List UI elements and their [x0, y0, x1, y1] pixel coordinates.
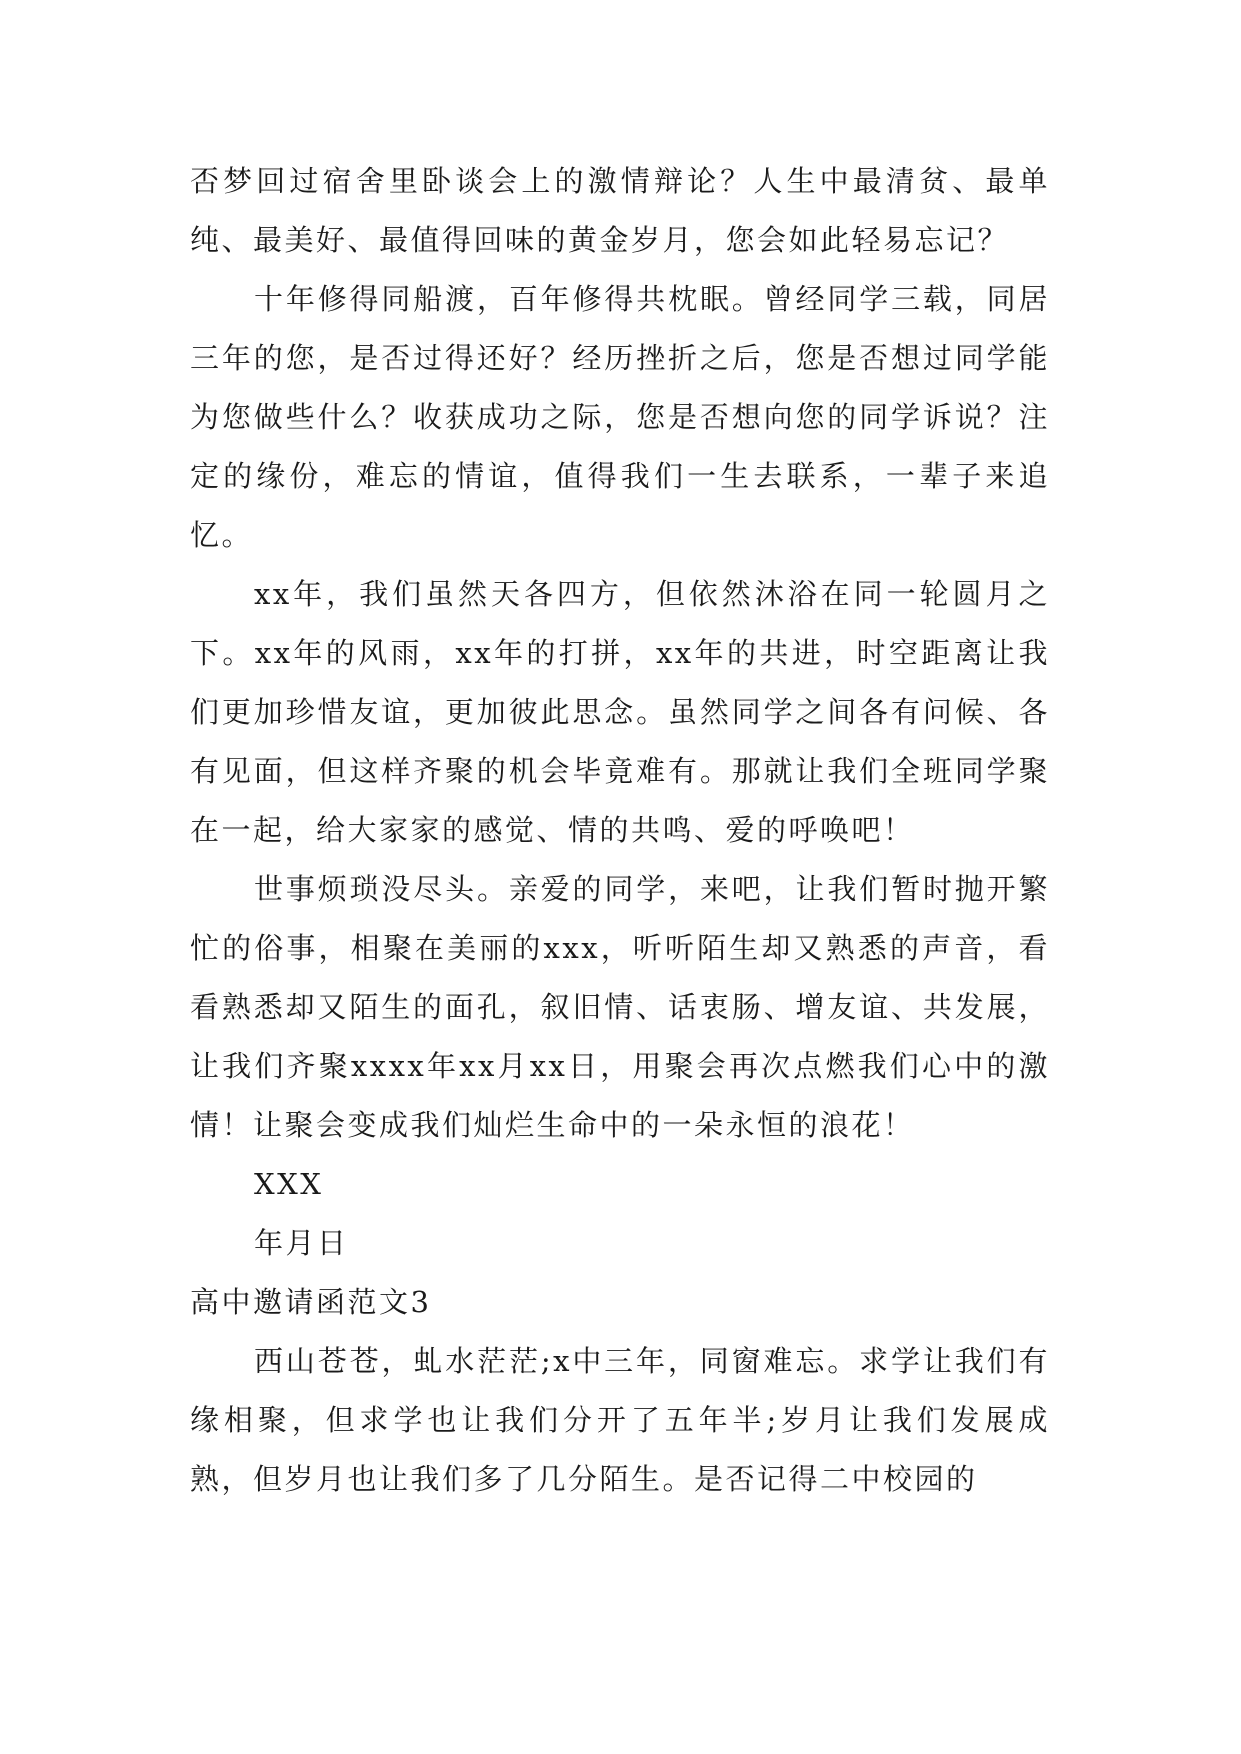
paragraph-invitation: 世事烦琐没尽头。亲爱的同学，来吧，让我们暂时抛开繁忙的俗事，相聚在美丽的xxx，听听陌生却又熟悉的声音，看看熟悉却又陌生的面孔，叙旧情、话衷肠、增友谊、共发展，让我们齐聚xxxx年xx月xx日，用聚会再次点燃我们心中的激情！让聚会变成我们灿烂生命中的一朵永恒的浪花！	[190, 872, 1050, 1142]
paragraph-classmates: 十年修得同船渡，百年修得共枕眠。曾经同学三载，同居三年的您，是否过得还好？经历挫折之后，您是否想过同学能为您做些什么？收获成功之际，您是否想向您的同学诉说？注定的缘份，难忘的情谊，值得我们一生去联系，一辈子来追忆。	[190, 282, 1050, 552]
paragraph-reunion-years: xx年，我们虽然天各四方，但依然沐浴在同一轮圆月之下。xx年的风雨，xx年的打拼，xx年的共进，时空距离让我们更加珍惜友谊，更加彼此思念。虽然同学之间各有问候、各有见面，但这样齐聚的机会毕竟难有。那就让我们全班同学聚在一起，给大家家的感觉、情的共鸣、爱的呼唤吧！	[190, 577, 1050, 847]
section-heading: 高中邀请函范文3	[190, 1285, 432, 1319]
paragraph-continuation: 否梦回过宿舍里卧谈会上的激情辩论？人生中最清贫、最单纯、最美好、最值得回味的黄金岁月，您会如此轻易忘记？	[190, 164, 1050, 257]
date-line: 年月日	[254, 1226, 349, 1260]
signature: XXX	[254, 1167, 324, 1201]
paragraph-section-3: 西山苍苍，虬水茫茫;x中三年，同窗难忘。求学让我们有缘相聚，但求学也让我们分开了五年半;岁月让我们发展成熟，但岁月也让我们多了几分陌生。是否记得二中校园的	[190, 1344, 1050, 1496]
document-body	[190, 152, 1050, 1509]
